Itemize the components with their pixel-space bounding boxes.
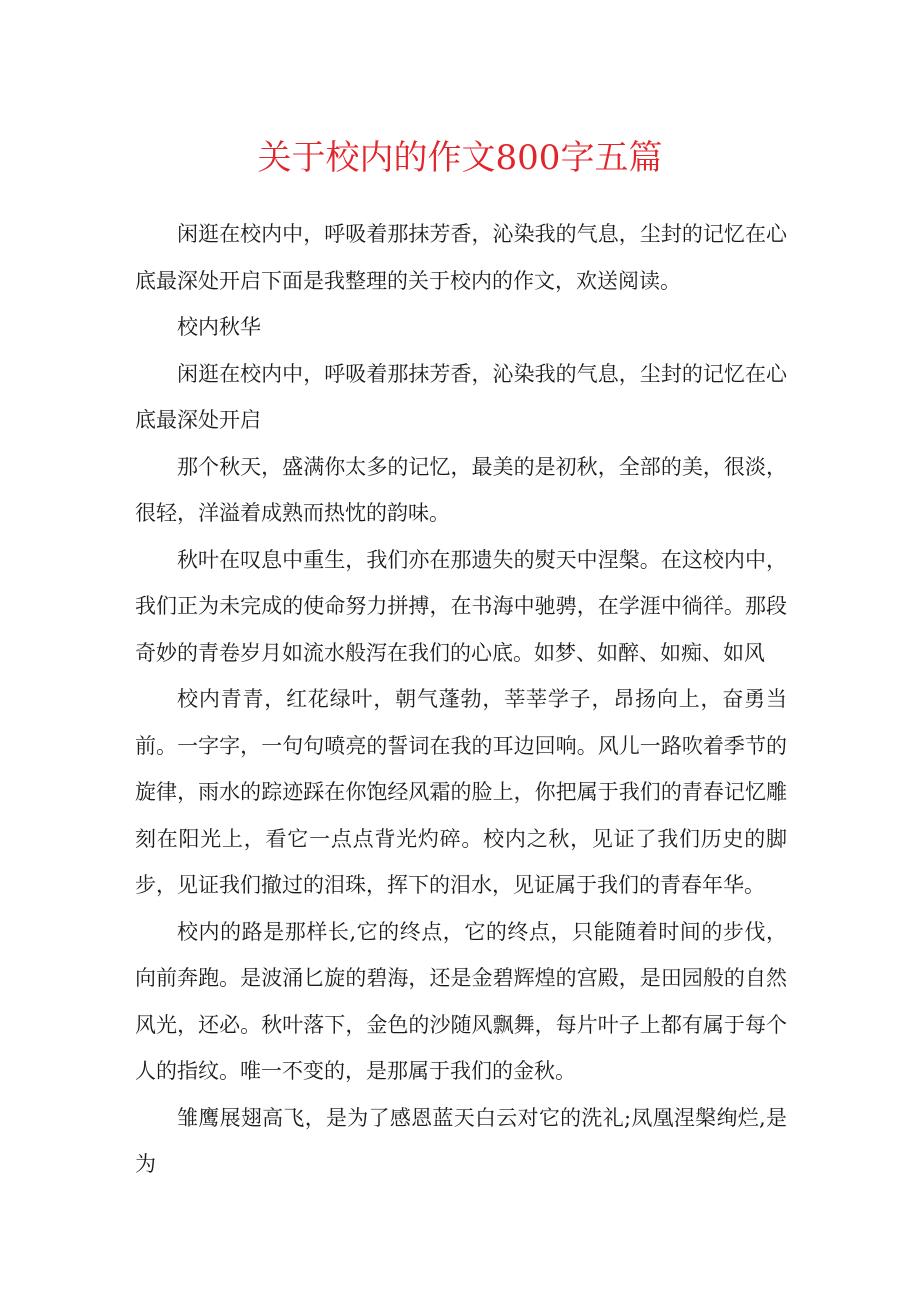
body-paragraph: 那个秋天，盛满你太多的记忆，最美的是初秋，全部的美，很淡，很轻，洋溢着成熟而热忱的韵味。 — [135, 454, 787, 525]
intro-paragraph: 闲逛在校内中，呼吸着那抹芳香，沁染我的气息，尘封的记忆在心底最深处开启下面是我整理的关于校内的作文，欢送阅读。 — [135, 222, 787, 293]
body-paragraph: 秋叶在叹息中重生，我们亦在那遗失的熨天中涅槃。在这校内中，我们正为未完成的使命努力拼搏，在书海中驰骋，在学涯中徜徉。那段奇妙的青卷岁月如流水般泻在我们的心底。如梦、如醉、如痴、如风 — [135, 547, 787, 665]
body-paragraph: 雏鹰展翅高飞，是为了感恩蓝天白云对它的洗礼;凤凰涅槃绚烂,是为 — [135, 1105, 787, 1176]
body-paragraph: 校内青青，红花绿叶，朝气蓬勃，莘莘学子，昂扬向上，奋勇当前。一字字，一句句喷亮的誓词在我的耳边回响。风儿一路吹着季节的旋律，雨水的踪迹踩在你饱经风霜的脸上，你把属于我们的青春记忆雕刻在阳光上，看它一点点背光灼碎。校内之秋，见证了我们历史的脚步，见证我们撤过的泪珠，挥下的泪水，见证属于我们的青春年华。 — [135, 687, 787, 897]
body-paragraph: 闲逛在校内中，呼吸着那抹芳香，沁染我的气息，尘封的记忆在心底最深处开启 — [135, 361, 787, 432]
body-paragraph: 校内的路是那样长,它的终点，它的终点，只能随着时间的步伐，向前奔跑。是波涌匕旋的碧海，还是金碧辉煌的宫殿，是田园般的自然风光，还必。秋叶落下，金色的沙随风飘舞，每片叶子上都有属于每个人的指纹。唯一不变的，是那属于我们的金秋。 — [135, 919, 787, 1083]
document-body — [135, 211, 787, 1188]
section-heading: 校内秋华 — [177, 315, 261, 339]
document-title: 关于校内的作文800字五篇 — [257, 138, 663, 178]
